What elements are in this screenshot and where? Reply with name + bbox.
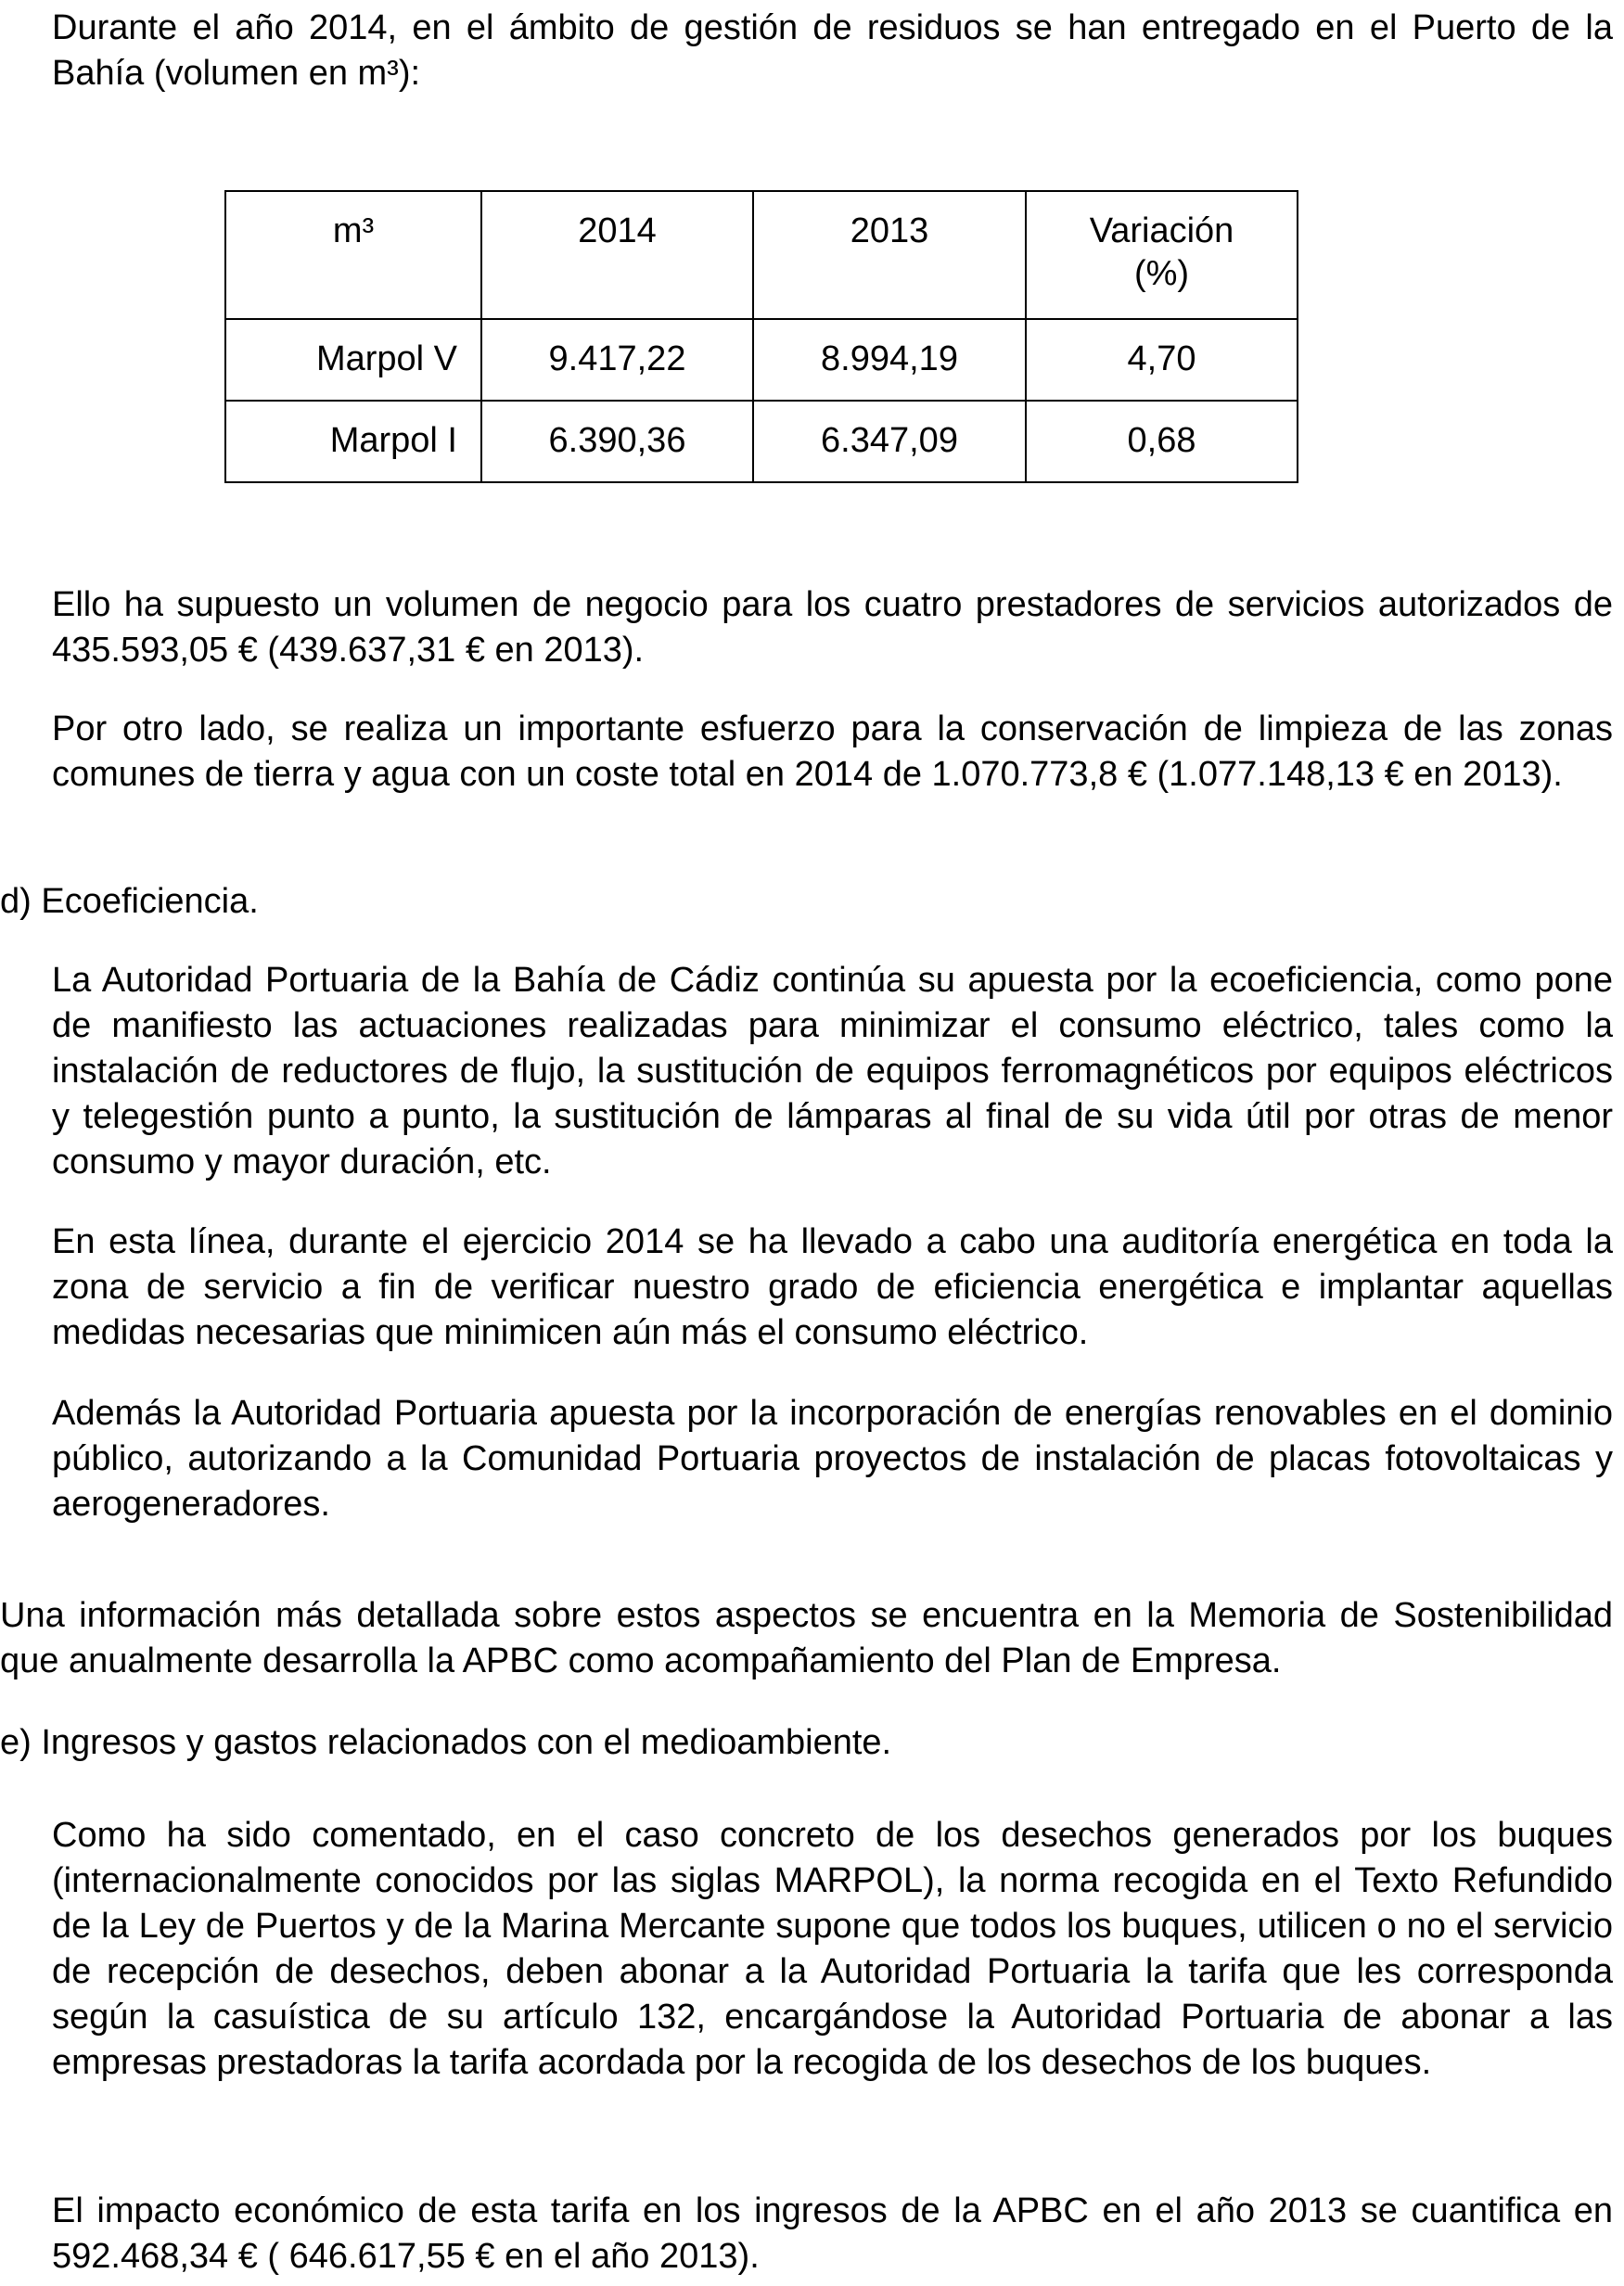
- business-volume-paragraph: Ello ha supuesto un volumen de negocio para los cuatro prestadores de servicios autorizados de 435.593,05 € (439.637,31 € en 2013).: [52, 585, 1613, 670]
- section-e-heading: e) Ingresos y gastos relacionados con el medioambiente.: [0, 1723, 892, 1762]
- table-cell: 4,70: [1026, 319, 1298, 401]
- table-cell: 6.390,36: [481, 401, 753, 482]
- table-row-label: Marpol V: [225, 319, 481, 401]
- cleaning-cost-paragraph: Por otro lado, se realiza un importante esfuerzo para la conservación de limpieza de las zonas comunes de tierra y agua con un coste total en 2014 de 1.070.773,8 € (1.077.148,13 € en 2013).: [52, 709, 1613, 794]
- marpol-fee-paragraph: Como ha sido comentado, en el caso concreto de los desechos generados por los buques (internacionalmente conocidos por las siglas MARPOL), la norma recogida en el Texto Refundido de la Ley de Puertos y de la Marina Mercante supone que todos los buques, utilicen o no el servicio de recepción de desechos, deben abonar a la Autoridad Portuaria la tarifa que les corresponda según la casuística de su artículo 132, encargándose la Autoridad Portuaria de abonar a las empresas prestadoras la tarifa acordada por la recogida de los desechos de los buques.: [52, 1816, 1613, 2082]
- table-row: [225, 319, 1298, 401]
- table-header-cell: 2014: [481, 191, 753, 319]
- table-header-cell: m³: [225, 191, 481, 319]
- section-d-heading: d) Ecoeficiencia.: [0, 882, 259, 921]
- table-cell: 8.994,19: [753, 319, 1026, 401]
- table-header-cell: [1026, 191, 1298, 319]
- table-cell: 9.417,22: [481, 319, 753, 401]
- sustainability-paragraph: Una información más detallada sobre estos aspectos se encuentra en la Memoria de Sostenibilidad que anualmente desarrolla la APBC como acompañamiento del Plan de Empresa.: [0, 1596, 1613, 1680]
- table-header-cell: 2013: [753, 191, 1026, 319]
- ecoefficiency-paragraph-1: La Autoridad Portuaria de la Bahía de Cádiz continúa su apuesta por la ecoeficiencia, como pone de manifiesto las actuaciones realizadas para minimizar el consumo eléctrico, tales como la instalación de reductores de flujo, la sustitución de equipos ferromagnéticos por equipos eléctricos y telegestión punto a punto, la sustitución de lámparas al final de su vida útil por otras de menor consumo y mayor duración, etc.: [52, 961, 1613, 1181]
- ecoefficiency-paragraph-2: En esta línea, durante el ejercicio 2014 se ha llevado a cabo una auditoría energética en toda la zona de servicio a fin de verificar nuestro grado de eficiencia energética e implantar aquellas medidas necesarias que minimicen aún más el consumo eléctrico.: [52, 1222, 1613, 1352]
- table-cell: 6.347,09: [753, 401, 1026, 482]
- table-header-row: [225, 191, 1298, 319]
- variation-header-label: Variación (%): [1089, 211, 1234, 293]
- table-row-label: Marpol I: [225, 401, 481, 482]
- ecoefficiency-paragraph-3: Además la Autoridad Portuaria apuesta por la incorporación de energías renovables en el dominio público, autorizando a la Comunidad Portuaria proyectos de instalación de placas fotovoltaicas y aerogeneradores.: [52, 1394, 1613, 1524]
- intro-paragraph: Durante el año 2014, en el ámbito de gestión de residuos se han entregado en el Puerto de la Bahía (volumen en m³):: [52, 8, 1613, 93]
- table-cell: 0,68: [1026, 401, 1298, 482]
- table-row: [225, 401, 1298, 482]
- economic-impact-paragraph: El impacto económico de esta tarifa en los ingresos de la APBC en el año 2013 se cuantifica en 592.468,34 € ( 646.617,55 € en el año 2013).: [52, 2191, 1613, 2276]
- waste-volume-table: [224, 190, 1298, 483]
